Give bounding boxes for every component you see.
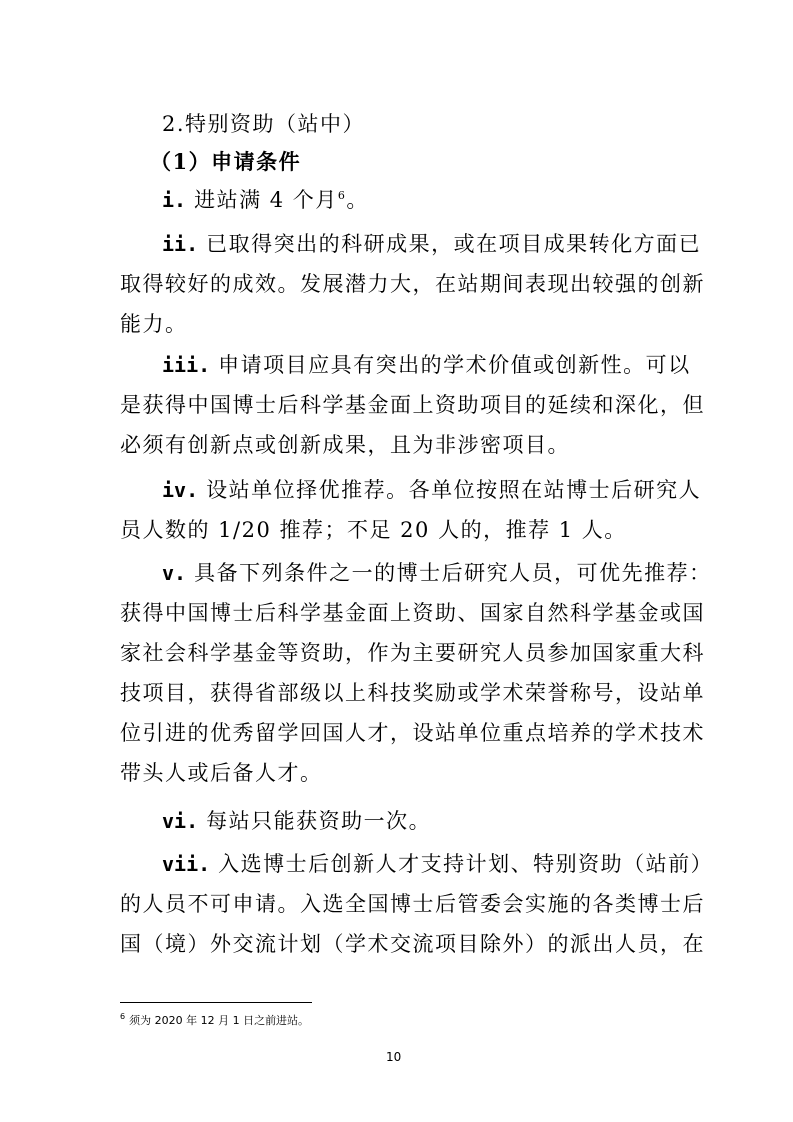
item-label: vii. xyxy=(162,852,211,876)
subsection-title: （1）申请条件 xyxy=(150,149,302,174)
list-item-vii xyxy=(162,848,713,878)
footnote-text: 须为 2020 年 12 月 1 日之前进站。 xyxy=(129,1014,310,1027)
item-text-line: 家社会科学基金等资助，作为主要研究人员参加国家重大科 xyxy=(120,641,705,665)
footnote-separator xyxy=(120,1002,312,1003)
item-text-line: 能力。 xyxy=(120,312,188,336)
item-text-line: 带头人或后备人才。 xyxy=(120,761,323,785)
item-text-end: 。 xyxy=(346,188,369,212)
item-text: 设站单位择优推荐。各单位按照在站博士后研究人 xyxy=(206,478,702,502)
list-item-vi xyxy=(162,805,431,835)
item-text-line: 取得较好的成效。发展潜力大，在站期间表现出较强的创新 xyxy=(120,272,705,296)
list-item-ii xyxy=(162,228,701,258)
list-item-i xyxy=(162,184,369,214)
item-text-line: 技项目，获得省部级以上科技奖励或学术荣誉称号，设站单 xyxy=(120,681,705,705)
item-text-line: 必须有创新点或创新成果，且为非涉密项目。 xyxy=(120,433,570,457)
item-text-line: 的人员不可申请。入选全国博士后管委会实施的各类博士后 xyxy=(120,892,705,916)
item-text: 进站满 4 个月 xyxy=(194,188,338,212)
list-item-iv xyxy=(162,474,701,504)
item-text-line: 员人数的 1/20 推荐；不足 20 人的，推荐 1 人。 xyxy=(120,518,627,542)
list-item-iii xyxy=(162,349,691,379)
item-label: iii. xyxy=(162,353,211,377)
item-text-line: 国（境）外交流计划（学术交流项目除外）的派出人员，在 xyxy=(120,932,705,956)
item-text-line: 是获得中国博士后科学基金面上资助项目的延续和深化，但 xyxy=(120,393,705,417)
item-text: 入选博士后创新人才支持计划、特别资助（站前） xyxy=(218,852,714,876)
item-text: 申请项目应具有突出的学术价值或创新性。可以 xyxy=(218,353,691,377)
item-label: v. xyxy=(162,561,187,585)
footnote-number: 6 xyxy=(120,1012,126,1022)
item-text: 具备下列条件之一的博士后研究人员，可优先推荐： xyxy=(194,561,712,585)
item-text: 每站只能获资助一次。 xyxy=(206,809,432,833)
section-title: 2.特别资助（站中） xyxy=(162,112,366,136)
list-item-v xyxy=(162,557,712,587)
footnote-ref[interactable]: 6 xyxy=(337,189,347,202)
item-label: vi. xyxy=(162,809,199,833)
footnote xyxy=(120,1012,309,1028)
item-label: ii. xyxy=(162,232,199,256)
item-label: i. xyxy=(162,188,187,212)
item-text-line: 位引进的优秀留学回国人才，设站单位重点培养的学术技术 xyxy=(120,721,705,745)
item-text: 已取得突出的科研成果，或在项目成果转化方面已 xyxy=(206,232,702,256)
item-text-line: 获得中国博士后科学基金面上资助、国家自然科学基金或国 xyxy=(120,601,705,625)
item-label: iv. xyxy=(162,478,199,502)
page-number: 10 xyxy=(386,1050,402,1064)
